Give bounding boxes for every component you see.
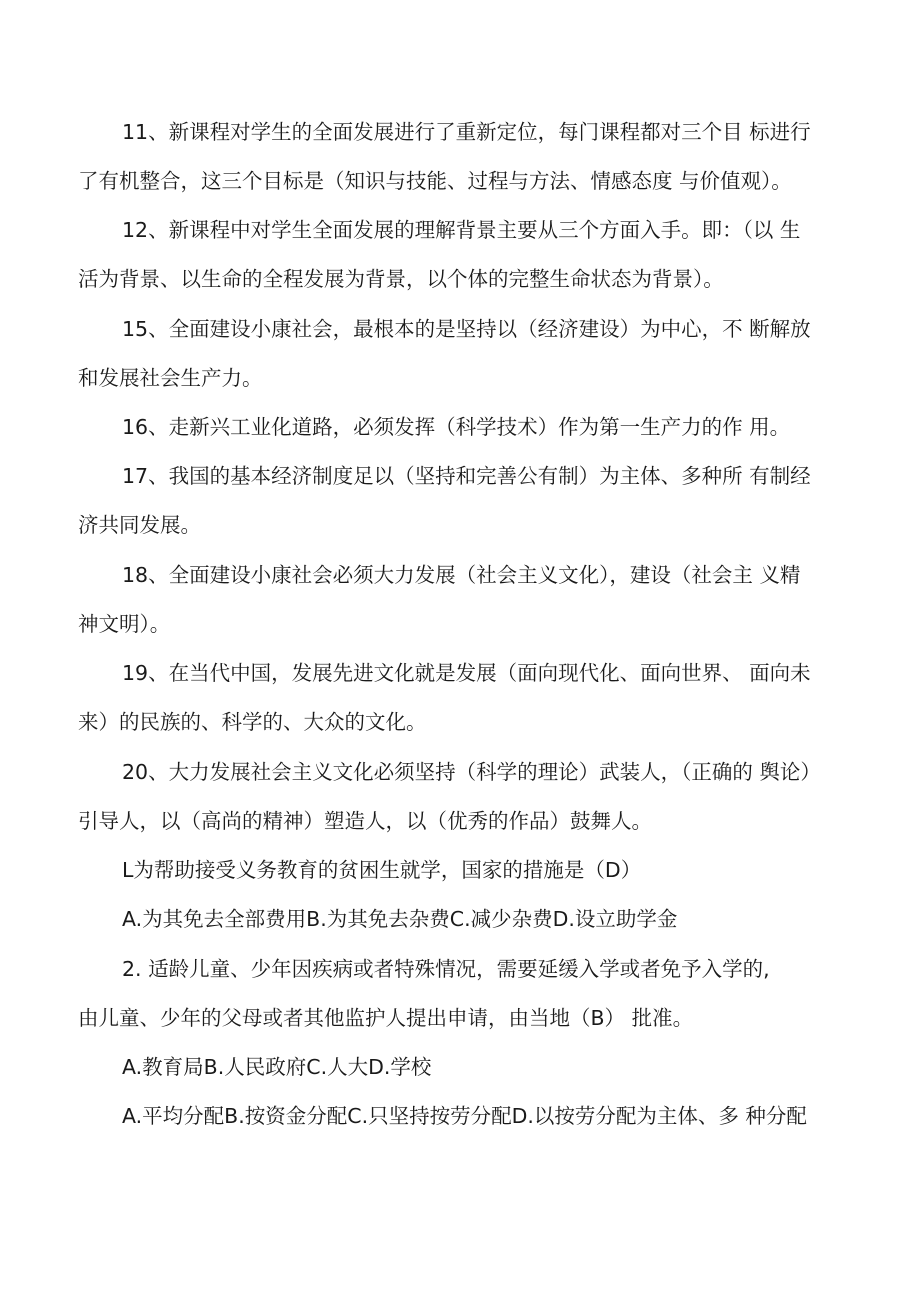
text-line: 来）的民族的、科学的、大众的文化。	[78, 710, 427, 734]
text-line: 17、我国的基本经济制度足以（坚持和完善公有制）为主体、多种所 有制经	[122, 464, 811, 488]
text-line: 18、全面建设小康社会必须大力发展（社会主义文化），建设（社会主 义精	[122, 563, 801, 587]
text-line: A.平均分配B.按资金分配C.只坚持按劳分配D.以按劳分配为主体、多 种分配	[122, 1104, 807, 1128]
text-line: A.为其免去全部费用B.为其免去杂费C.减少杂费D.设立助学金	[122, 907, 678, 931]
text-line: L为帮助接受义务教育的贫困生就学，国家的措施是（D）	[122, 858, 642, 882]
text-line: 了有机整合，这三个目标是（知识与技能、过程与方法、情感态度 与价值观）。	[78, 169, 792, 193]
text-line: 神文明）。	[78, 612, 171, 636]
text-line: 和发展社会生产力。	[78, 366, 263, 390]
text-line: 19、在当代中国，发展先进文化就是发展（面向现代化、面向世界、 面向未	[122, 661, 811, 685]
text-line: 活为背景、以生命的全程发展为背景，以个体的完整生命状态为背景）。	[78, 267, 724, 291]
text-line: 引导人，以（高尚的精神）塑造人，以（优秀的作品）鼓舞人。	[78, 809, 652, 833]
text-line: 济共同发展。	[78, 513, 201, 537]
text-line: 16、走新兴工业化道路，必须发挥（科学技术）作为第一生产力的作 用。	[122, 415, 791, 439]
text-line: A.教育局B.人民政府C.人大D.学校	[122, 1055, 432, 1079]
text-line: 2. 适龄儿童、少年因疾病或者特殊情况，需要延缓入学或者免予入学的,	[122, 957, 770, 981]
text-line: 12、新课程中对学生全面发展的理解背景主要从三个方面入手。即：（以 生	[122, 218, 801, 242]
text-line: 20、大力发展社会主义文化必须坚持（科学的理论）武装人，（正确的 舆论）	[122, 760, 821, 784]
text-line: 由儿童、少年的父母或者其他监护人提出申请，由当地（B） 批准。	[78, 1006, 694, 1030]
text-line: 11、新课程对学生的全面发展进行了重新定位，每门课程都对三个目 标进行	[122, 120, 811, 144]
text-line: 15、全面建设小康社会，最根本的是坚持以（经济建设）为中心，不 断解放	[122, 317, 811, 341]
